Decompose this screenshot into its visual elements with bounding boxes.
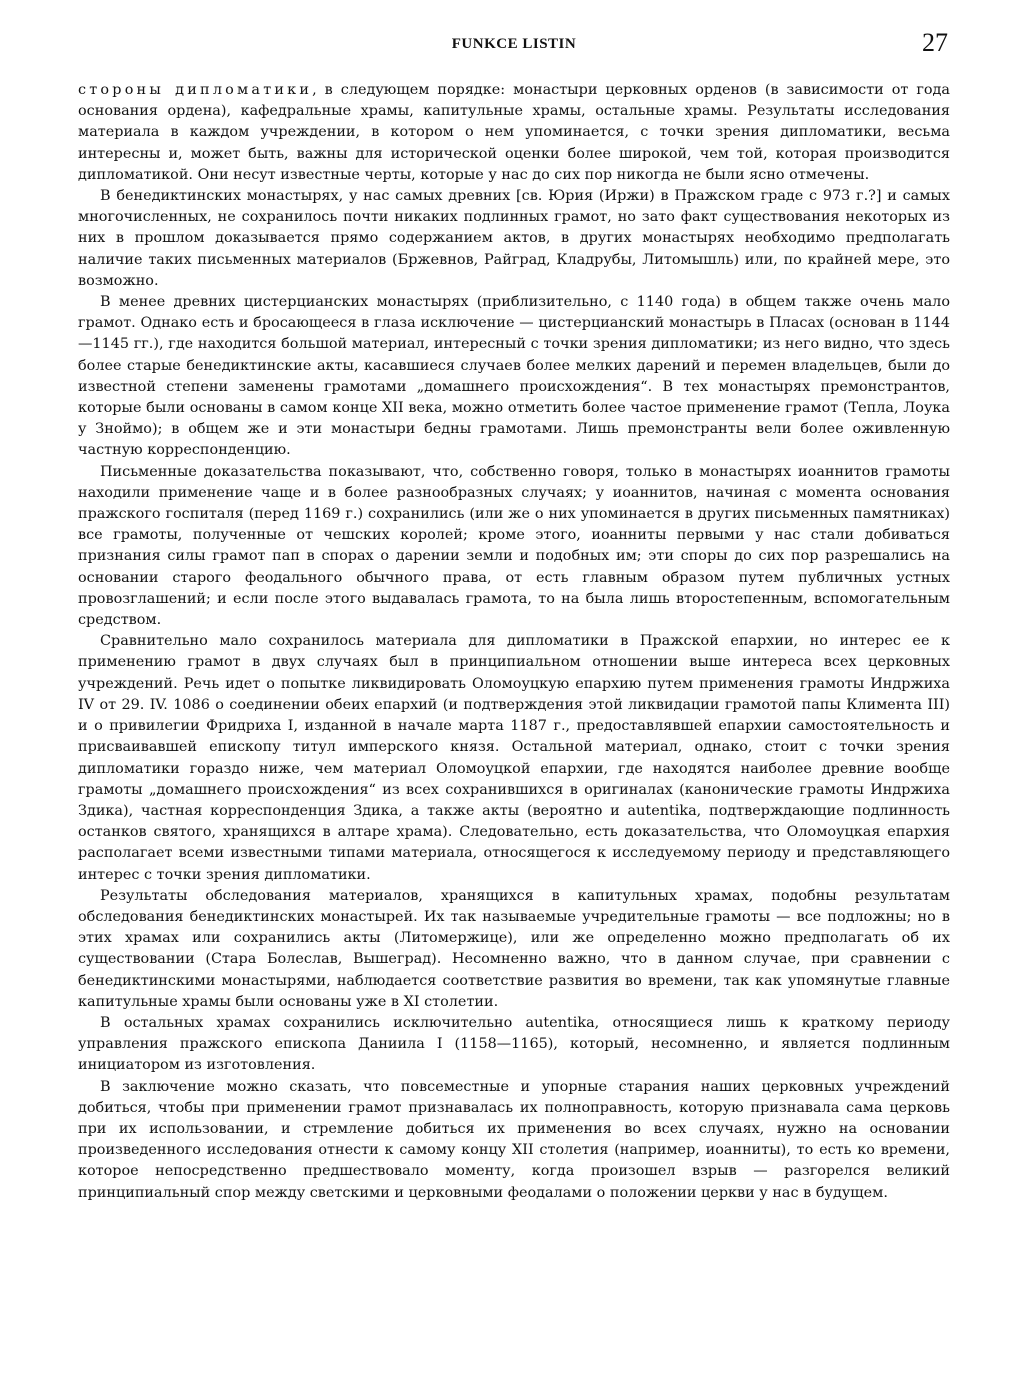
paragraph-8: В заключение можно сказать, что повсеместные и упорные старания наших церковных учреждений добиться, чтобы при применении грамот признавалась их полноправность, которую признавала сама церковь при их использовании, и стремление добиться их применения во всех случаях, нужно на основании произведенного исследования отнести к самому концу XII столетия (например, иоанниты), то есть ко времени, которое непосредственно предшествовало моменту, когда произошел взрыв — разгорелся великий принципиальный спор между светскими и церковными феодалами о положении церкви у нас в будущем. <box>78 1078 950 1201</box>
paragraph-1 <box>78 80 950 186</box>
body-text <box>78 80 950 1204</box>
paragraph-4: Письменные доказательства показывают, что, собственно говоря, только в монастырях иоаннитов грамоты находили применение чаще и в более разнообразных случаях; у иоаннитов, начиная с момента основания пражского госпиталя (перед 1169 г.) сохранились (или же о них упоминается в других письменных памятниках) все грамоты, полученные от чешских королей; кроме этого, иоанниты первыми у нас стали добиваться признания силы грамот пап в спорах о дарении земли и подобных им; эти споры до сих пор разрешались на основании старого феодального обычного права, от есть главным образом путем публичных устных провозглашений; и если после этого выдавалась грамота, то на была лишь второстепенным, вспомогательным средством. <box>78 463 950 629</box>
page-header <box>78 28 950 68</box>
paragraph-6: Результаты обследования материалов, хранящихся в капитульных храмах, подобны результатам обследования бенедиктинских монастырей. Их так называемые учредительные грамоты — все подложны; но в этих храмах или сохранились акты (Литомержице), или же определенно можно предполагать об их существовании (Стара Болеслав, Вышеград). Несомненно важно, что в данном случае, при сравнении с бенедиктинскими монастырями, наблюдается соответствие развития во времени, так как упомянутые главные капитульные храмы были основаны уже в XI столетии. <box>78 887 950 1010</box>
paragraph-5: Сравнительно мало сохранилось материала для дипломатики в Пражской епархии, но интерес ее к применению грамот в двух случаях был в принципиальном отношении выше интереса всех церковных учреждений. Речь идет о попытке ликвидировать Оломоуцкую епархию путем применения грамоты Индржиха IV от 29. IV. 1086 о соединении обеих епархий (и подтверждения этой ликвидации грамотой папы Климента III) и о привилегии Фридриха I, изданной в начале марта 1187 г., предоставлявшей епархии самостоятельность и присваивавшей епископу титул имперского князя. Остальной материал, однако, стоит с точки зрения дипломатики гораздо ниже, чем материал Оломоуцкой епархии, где находятся наиболее древние вообще грамоты „домашнего происхождения“ из всех сохранившихся в оригиналах (канонические грамоты Индржиха Здика), частная корреспонденция Здика, а также акты (вероятно и autentika, подтверждающие подлинность останков святого, хранящихся в алтаре храма). Следовательно, есть доказательства, что Оломоуцкая епархия располагает всеми известными типами материала, относящегося к исследуемому периоду и представляющего интерес с точки зрения дипломатики. <box>78 633 950 883</box>
paragraph-2: В бенедиктинских монастырях, у нас самых древних [св. Юрия (Иржи) в Пражском граде с 973 г.?] и самых многочисленных, не сохранилось почти никаких подлинных грамот, но зато факт существования некоторых из них в прошлом доказывается прямо содержанием актов, в других монастырях необходимо предполагать наличие таких письменных материалов (Бржевнов, Райград, Кладрубы, Литомышль) или, по крайней мере, это возможно. <box>78 188 950 289</box>
spaced-lead-text: стороны дипломатики <box>78 82 313 98</box>
paragraph-7: В остальных храмах сохранились исключительно autentika, относящиеся лишь к краткому периоду управления пражского епископа Даниила I (1158—1165), который, несомненно, и является подлинным инициатором из изготовления. <box>78 1014 950 1074</box>
document-page <box>78 28 950 1204</box>
paragraph-3: В менее древних цистерцианских монастырях (приблизительно, с 1140 года) в общем также очень мало грамот. Однако есть и бросающееся в глаза исключение — цистерцианский монастырь в Пласах (основан в 1144—1145 гг.), где находится большой материал, интересный с точки зрения дипломатики; из него видно, что здесь более старые бенедиктинские акты, касавшиеся случаев более мелких дарений и перемен владельцев, были до известной степени заменены грамотами „домашнего происхождения“. В тех монастырях премонстрантов, которые были основаны в самом конце XII века, можно отметить более частое применение грамот (Тепла, Лоука у Зноймо); в общем же и эти монастыри бедны грамотами. Лишь премонстранты вели более оживленную частную корреспонденцию. <box>78 294 950 459</box>
page-number: 27 <box>922 28 948 57</box>
running-head: FUNKCE LISTIN <box>451 36 577 52</box>
paragraph-1-text: , в следующем порядке: монастыри церковных орденов (в зависимости от года основания ордена), кафедральные храмы, капитульные храмы, остальные храмы. Результаты исследования материала в каждом учреждении, в котором о нем упоминается, с точки зрения дипломатики, весьма интересны и, может быть, важны для исторической оценки более широкой, чем той, которая производится дипломатикой. Они несут известные черты, которые у нас до сих пор никогда не были ясно отмечены. <box>78 82 950 183</box>
